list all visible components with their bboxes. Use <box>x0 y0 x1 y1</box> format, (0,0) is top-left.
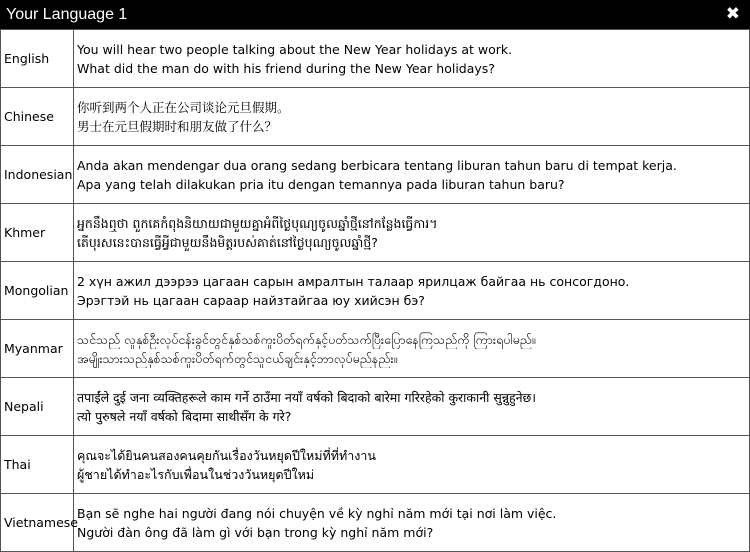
translation-cell <box>74 494 750 552</box>
translation-line: 你听到两个人正在公司谈论元旦假期。 <box>77 99 290 115</box>
language-name: Nepali <box>1 378 74 436</box>
table-row <box>1 204 750 262</box>
translation-line: What did the man do with his friend during the New Year holidays? <box>77 60 495 76</box>
translation-cell <box>74 436 750 494</box>
translation-line: You will hear two people talking about the New Year holidays at work. <box>77 41 513 57</box>
language-name: English <box>1 30 74 88</box>
table-row <box>1 320 750 378</box>
language-name: Thai <box>1 436 74 494</box>
translation-line: Anda akan mendengar dua orang sedang berbicara tentang liburan tahun baru di tempat kerja. <box>77 157 677 173</box>
translation-line: អ្នកនឹងឮថា ពួកគេកំពុងនិយាយជាមួយគ្នាអំពីថ្ងៃបុណ្យចូលឆ្នាំថ្មីនៅកន្លែងធ្វើការ។ <box>77 215 438 231</box>
language-name: Vietnamese <box>1 494 74 552</box>
translation-cell <box>74 30 750 88</box>
translation-cell <box>74 204 750 262</box>
translation-line: Apa yang telah dilakukan pria itu dengan temannya pada liburan tahun baru? <box>77 176 565 192</box>
translation-line: तपाईंले दुई जना व्यक्तिहरूले काम गर्ने ठाउँमा नयाँ वर्षको बिदाको बारेमा गरिरहेको कुराकानी सुन्नुहुनेछ। <box>77 389 537 405</box>
translation-cell <box>74 146 750 204</box>
table-row <box>1 262 750 320</box>
close-icon[interactable]: ✖ <box>725 4 740 24</box>
table-row <box>1 494 750 552</box>
translation-line: ผู้ชายได้ทำอะไรกับเพื่อนในช่วงวันหยุดปีใหม่ <box>77 466 315 482</box>
table-row <box>1 88 750 146</box>
language-name: Myanmar <box>1 320 74 378</box>
translation-line: Người đàn ông đã làm gì với bạn trong kỳ nghỉ năm mới? <box>77 524 434 540</box>
translation-line: အမျိုးသားသည်နှစ်သစ်ကူးပိတ်ရက်တွင်သူငယ်ချင်းနှင့်ဘာလုပ်မည်နည်း။ <box>77 350 398 366</box>
language-name: Mongolian <box>1 262 74 320</box>
table-row <box>1 146 750 204</box>
translation-cell <box>74 262 750 320</box>
translation-line: 2 хүн ажил дээрээ цагаан сарын амралтын талаар ярилцаж байгаа нь сонсогдоно. <box>77 273 630 289</box>
window-title: Your Language 1 <box>6 5 128 23</box>
table-row <box>1 378 750 436</box>
table-row <box>1 30 750 88</box>
translation-line: Bạn sẽ nghe hai người đang nói chuyện về kỳ nghỉ năm mới tại nơi làm việc. <box>77 505 557 521</box>
translation-line: คุณจะได้ยินคนสองคนคุยกันเรื่องวันหยุดปีใหม่ที่ที่ทำงาน <box>77 447 376 463</box>
translation-cell <box>74 378 750 436</box>
language-table <box>0 29 750 552</box>
translation-line: 男士在元旦假期时和朋友做了什么？ <box>77 118 278 134</box>
language-table-container <box>0 29 750 552</box>
language-name: Indonesian <box>1 146 74 204</box>
table-row <box>1 436 750 494</box>
translation-line: តើបុរសនេះបានធ្វើអ្វីជាមួយនឹងមិត្តរបស់គាត់នៅថ្ងៃបុណ្យចូលឆ្នាំថ្មី? <box>77 234 378 250</box>
language-name: Chinese <box>1 88 74 146</box>
title-bar <box>0 0 750 29</box>
translation-cell <box>74 88 750 146</box>
language-name: Khmer <box>1 204 74 262</box>
translation-line: Эрэгтэй нь цагаан сараар найзтайгаа юу хийсэн бэ? <box>77 292 425 308</box>
translation-line: သင်သည် လူနှစ်ဦးလုပ်ငန်းခွင်တွင်နှစ်သစ်ကူးပိတ်ရက်နှင့်ပတ်သက်ပြီးပြောနေကြသည်ကို ကြားရပါမည်။ <box>77 331 536 347</box>
translation-line: त्यो पुरुषले नयाँ वर्षको बिदामा साथीसँग के गरे? <box>77 408 292 424</box>
translation-cell <box>74 320 750 378</box>
